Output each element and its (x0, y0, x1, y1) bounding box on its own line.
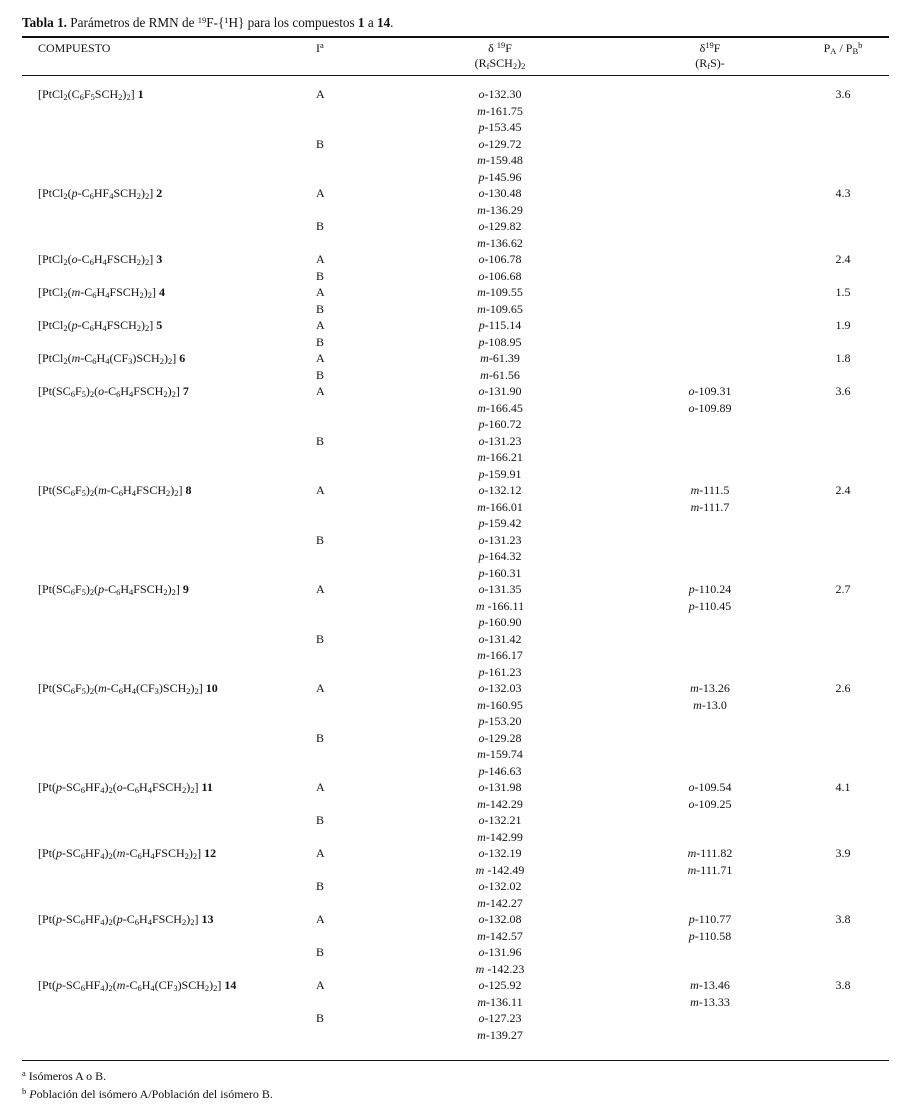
table-row (0, 664, 910, 681)
table-row (0, 268, 910, 285)
table-row (0, 350, 910, 367)
thiolate-shift-cell: o-109.31 (688, 384, 732, 398)
table-row (0, 284, 910, 301)
ligand-shift-cell: m -166.11 (475, 598, 525, 613)
ligand-shift-cell: m-166.45 (477, 400, 523, 415)
ligand-shift-cell: m-159.48 (477, 153, 523, 167)
table-row (0, 400, 910, 417)
caption-text: . (390, 15, 394, 30)
ligand-shift-cell: m-61.39 (480, 351, 520, 365)
ligand-shift-cell: o-129.82 (478, 219, 522, 233)
table-row (0, 433, 910, 450)
compound-cell: $[PtCl_2(o-C_6H_4FSCH_2)_2]$ 3 (38, 252, 163, 267)
ligand-shift-cell: o-131.23 (478, 532, 522, 547)
table-row (0, 581, 910, 598)
isomer-cell: B (316, 879, 325, 893)
table-row (0, 911, 910, 928)
table-row (0, 301, 910, 318)
table-row (0, 86, 910, 103)
thiolate-shift-cell: o-109.89 (688, 400, 732, 415)
caption-sup: 19 (197, 15, 207, 25)
footnote-text: Isómeros A o B. (25, 1069, 107, 1083)
table-row (0, 383, 910, 400)
isomer-cell: A (316, 483, 325, 497)
ligand-shift-cell: m-61.56 (480, 367, 520, 382)
table-row (0, 449, 910, 466)
thiolate-shift-cell: m-111.5 (690, 483, 730, 497)
table-row (0, 482, 910, 499)
ligand-shift-cell: m -142.23 (475, 961, 525, 976)
thiolate-shift-cell: m-13.46 (690, 978, 730, 992)
ligand-shift-cell: o-130.48 (478, 186, 522, 200)
table-row (0, 895, 910, 912)
table-row (0, 1010, 910, 1027)
thiolate-shift-cell: p-110.77 (688, 912, 732, 926)
table-row (0, 647, 910, 664)
thiolate-shift-cell: p-110.45 (688, 598, 732, 613)
ligand-shift-cell: m-142.57 (477, 928, 523, 943)
caption-sup: 1 (224, 15, 229, 25)
ligand-shift-cell: p-164.32 (478, 549, 522, 563)
ligand-shift-cell: m-160.95 (477, 697, 523, 712)
ligand-shift-cell: p-159.42 (478, 516, 522, 530)
isomer-cell: A (316, 846, 325, 860)
footnote-mark: a (22, 1068, 26, 1078)
thiolate-shift-cell: m-111.7 (690, 499, 730, 514)
ligand-shift-cell: m-142.29 (477, 796, 523, 811)
ligand-shift-cell: m-136.62 (477, 235, 523, 250)
ligand-shift-cell: m-142.27 (477, 895, 523, 910)
ligand-shift-cell: p-160.90 (478, 615, 522, 629)
table-row (0, 416, 910, 433)
thiolate-shift-cell: m-111.82 (687, 846, 733, 860)
table-row (0, 235, 910, 252)
isomer-cell: B (316, 813, 325, 827)
ligand-shift-cell: p-160.72 (478, 417, 522, 431)
table-row (0, 515, 910, 532)
isomer-cell: B (316, 334, 325, 349)
table-row (0, 103, 910, 120)
thiolate-shift-cell: m-13.33 (690, 994, 730, 1009)
compound-cell: $[Pt(SC_6F_5)_2(o-C_6H_4FSCH_2)_2]$ 7 (38, 384, 189, 399)
ligand-shift-cell: o-127.23 (478, 1011, 522, 1025)
table-row (0, 796, 910, 813)
thiolate-shift-cell: p-110.24 (688, 582, 732, 596)
isomer-cell: A (316, 186, 325, 200)
table-row (0, 746, 910, 763)
bottom-rule (22, 1060, 889, 1061)
isomer-cell: A (316, 384, 325, 398)
footnote-mark: b (22, 1086, 27, 1096)
table-row (0, 961, 910, 978)
table-row (0, 812, 910, 829)
isomer-cell: A (316, 351, 325, 365)
ligand-shift-cell: o-132.03 (478, 681, 522, 695)
isomer-cell: B (316, 301, 325, 316)
table-row (0, 862, 910, 879)
ligand-shift-cell: p-145.96 (478, 169, 522, 184)
ratio-cell: 1.8 (835, 351, 851, 365)
compound-cell: $[Pt(SC_6F_5)_2(m-C_6H_4(CF_3)SCH_2)_2]$ 10 (38, 681, 218, 696)
ligand-shift-cell: m-166.21 (477, 450, 523, 464)
isomer-cell: A (316, 285, 325, 299)
caption-text: H} para los compuestos (228, 15, 358, 30)
ligand-shift-cell: m-166.17 (477, 648, 523, 662)
isomer-cell: B (316, 631, 325, 646)
ligand-shift-cell: o-131.42 (478, 631, 522, 646)
isomer-cell: B (316, 532, 325, 547)
ligand-shift-cell: p-159.91 (478, 466, 522, 481)
table-row (0, 713, 910, 730)
table-row (0, 763, 910, 780)
ligand-shift-cell: p-146.63 (478, 763, 522, 778)
table-row (0, 532, 910, 549)
footnote-b (22, 1086, 273, 1103)
isomer-cell: A (316, 780, 325, 794)
isomer-cell: A (316, 681, 325, 695)
table-row (0, 499, 910, 516)
table-row (0, 152, 910, 169)
ligand-shift-cell: m-142.99 (477, 829, 523, 844)
isomer-cell: B (316, 730, 325, 745)
table-row (0, 845, 910, 862)
table-row (0, 977, 910, 994)
compound-cell: $[Pt(SC_6F_5)_2(m-C_6H_4FSCH_2)_2]$ 8 (38, 483, 192, 498)
table-row (0, 730, 910, 747)
ratio-cell: 1.5 (835, 285, 851, 299)
ligand-shift-cell: m-139.27 (477, 1027, 523, 1042)
table-row (0, 251, 910, 268)
ligand-shift-cell: o-125.92 (478, 978, 522, 992)
header-population-ratio: $P_A / P_B^b$ (823, 40, 863, 56)
ligand-shift-cell: o-106.78 (478, 252, 522, 266)
ratio-cell: 2.4 (835, 483, 851, 497)
caption-bold: 14 (376, 15, 391, 30)
footnote-text: Población del isómero A/Población del isómero B. (29, 1087, 273, 1101)
footnote-a (22, 1068, 106, 1085)
table-row (0, 631, 910, 648)
ligand-shift-cell: o-131.98 (478, 780, 522, 794)
table-row (0, 697, 910, 714)
table-row (0, 119, 910, 136)
table-row (0, 614, 910, 631)
ligand-shift-cell: o-132.19 (478, 846, 522, 860)
thiolate-shift-cell: m-13.26 (690, 681, 730, 695)
ligand-shift-cell: m-166.01 (477, 499, 523, 514)
table-row (0, 878, 910, 895)
thiolate-shift-cell: m-111.71 (687, 862, 733, 877)
thiolate-shift-cell: o-109.25 (688, 796, 732, 811)
ratio-cell: 4.1 (835, 780, 851, 794)
table-row (0, 136, 910, 153)
isomer-cell: A (316, 252, 325, 266)
thiolate-shift-cell: m-13.0 (693, 697, 727, 712)
caption-text: a (364, 15, 377, 30)
compound-cell: $[Pt(p-SC_6HF_4)_2(o-C_6H_4FSCH_2)_2]$ 11 (38, 780, 213, 795)
isomer-cell: A (316, 87, 325, 101)
thiolate-shift-cell: p-110.58 (688, 928, 732, 943)
ligand-shift-cell: o-132.08 (478, 912, 522, 926)
ligand-shift-cell: m-109.65 (477, 301, 523, 316)
isomer-cell: B (316, 219, 325, 233)
table-row (0, 680, 910, 697)
table-row (0, 1027, 910, 1044)
ligand-shift-cell: m -142.49 (475, 862, 525, 877)
ratio-cell: 2.7 (835, 582, 851, 596)
ligand-shift-cell: o-132.30 (478, 87, 522, 101)
ratio-cell: 4.3 (835, 186, 851, 200)
ligand-shift-cell: o-131.90 (478, 384, 522, 398)
table-row (0, 317, 910, 334)
isomer-cell: A (316, 318, 325, 332)
isomer-cell: B (316, 433, 325, 448)
table-row (0, 565, 910, 582)
table-row (0, 548, 910, 565)
isomer-cell: B (316, 136, 325, 151)
ratio-cell: 2.4 (835, 252, 851, 266)
table-row (0, 928, 910, 945)
ligand-shift-cell: o-129.28 (478, 730, 522, 745)
isomer-cell: B (316, 367, 325, 382)
header-delta-thiolate: $\delta^{19}F$ $(R_fS)-$ (695, 40, 725, 71)
ligand-shift-cell: m-136.29 (477, 202, 523, 217)
thiolate-shift-cell: o-109.54 (688, 780, 732, 794)
ligand-shift-cell: o-131.35 (478, 582, 522, 596)
ligand-shift-cell: m-109.55 (477, 285, 523, 299)
ligand-shift-cell: p-108.95 (478, 334, 522, 349)
ligand-shift-cell: p-160.31 (478, 565, 522, 580)
caption-text: Parámetros de RMN de (66, 15, 198, 30)
ligand-shift-cell: o-131.96 (478, 945, 522, 959)
ligand-shift-cell: m-161.75 (477, 103, 523, 118)
isomer-cell: A (316, 582, 325, 596)
ligand-shift-cell: o-129.72 (478, 136, 522, 151)
table-row (0, 944, 910, 961)
ligand-shift-cell: o-132.21 (478, 813, 522, 827)
ratio-cell: 3.9 (835, 846, 851, 860)
header-rule (22, 75, 889, 76)
ligand-shift-cell: p-115.14 (478, 318, 522, 332)
ratio-cell: 3.8 (835, 912, 851, 926)
isomer-cell: B (316, 1011, 325, 1025)
ratio-cell: 3.6 (835, 384, 851, 398)
compound-cell: $[PtCl_2(p-C_6HF_4SCH_2)_2]$ 2 (38, 186, 163, 201)
isomer-cell: B (316, 945, 325, 959)
caption-bold: 1 (357, 15, 365, 30)
compound-cell: $[PtCl_2(m-C_6H_4FSCH_2)_2]$ 4 (38, 285, 165, 300)
ligand-shift-cell: p-161.23 (478, 664, 522, 679)
compound-cell: $[PtCl_2(C_6F_5SCH_2)_2]$ 1 (38, 87, 144, 102)
ligand-shift-cell: m-136.11 (477, 994, 523, 1009)
table-row (0, 334, 910, 351)
table-row (0, 466, 910, 483)
compound-cell: $[PtCl_2(p-C_6H_4FSCH_2)_2]$ 5 (38, 318, 163, 333)
table-caption (22, 15, 393, 32)
ligand-shift-cell: p-153.45 (478, 120, 522, 134)
table-row (0, 169, 910, 186)
ligand-shift-cell: o-132.12 (478, 483, 522, 497)
table-row (0, 779, 910, 796)
compound-cell: $[PtCl_2(m-C_6H_4(CF_3)SCH_2)_2]$ 6 (38, 351, 186, 366)
ratio-cell: 3.6 (835, 87, 851, 101)
top-rule (22, 36, 889, 38)
ligand-shift-cell: p-153.20 (478, 714, 522, 728)
table-row (0, 218, 910, 235)
caption-text: F-{ (206, 15, 225, 30)
header-isomer: $I^a$ (316, 40, 324, 55)
compound-cell: $[Pt(p-SC_6HF_4)_2(p-C_6H_4FSCH_2)_2]$ 13 (38, 912, 214, 927)
isomer-cell: A (316, 978, 325, 992)
ligand-shift-cell: o-106.68 (478, 268, 522, 283)
table-row (0, 367, 910, 384)
table-row (0, 994, 910, 1011)
compound-cell: $[Pt(SC_6F_5)_2(p-C_6H_4FSCH_2)_2]$ 9 (38, 582, 189, 597)
ligand-shift-cell: o-132.02 (478, 879, 522, 893)
ratio-cell: 3.8 (835, 978, 851, 992)
table-row (0, 829, 910, 846)
ligand-shift-cell: o-131.23 (478, 433, 522, 448)
table-row (0, 202, 910, 219)
isomer-cell: B (316, 268, 325, 283)
header-compuesto: COMPUESTO (38, 41, 111, 55)
isomer-cell: A (316, 912, 325, 926)
table-row (0, 598, 910, 615)
header-delta-ligand: δ $^{19}$F $(R_fSCH_2)_2$ (474, 40, 526, 71)
table-row (0, 185, 910, 202)
caption-label: Tabla 1. (22, 15, 67, 30)
compound-cell: $[Pt(p-SC_6HF_4)_2(m-C_6H_4(CF_3)SCH_2)_2]$ 14 (38, 978, 237, 993)
ligand-shift-cell: m-159.74 (477, 747, 523, 761)
compound-cell: $[Pt(p-SC_6HF_4)_2(m-C_6H_4FSCH_2)_2]$ 12 (38, 846, 217, 861)
ratio-cell: 1.9 (835, 318, 851, 332)
ratio-cell: 2.6 (835, 681, 851, 695)
